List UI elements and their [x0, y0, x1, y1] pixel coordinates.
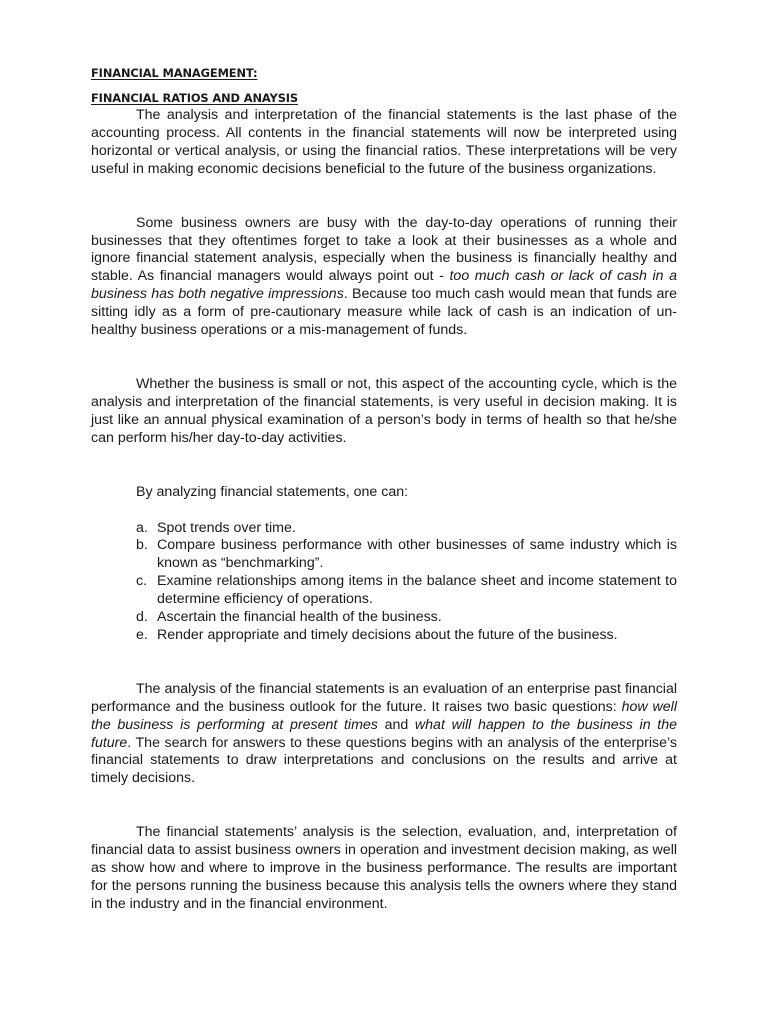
paragraph-evaluation — [91, 681, 677, 788]
section-title: FINANCIAL RATIOS AND ANAYSIS — [91, 91, 299, 105]
list-marker: d. — [136, 609, 148, 626]
paragraph-text: The analysis of the financial statements is an evaluation of an enterprise past financial performance and the business outlook for the future. It raises two basic questions: — [91, 680, 677, 715]
list-marker: b. — [136, 537, 148, 554]
list-intro: By analyzing financial statements, one can: — [136, 483, 409, 500]
paragraph-accounting-cycle: Whether the business is small or not, this aspect of the accounting cycle, which is the analysis and interpretation of the financial statements, is very useful in decision making. It is just like an annual physical examination of a person’s body in terms of health so that he/she can perform his/her day-to-day activities. — [91, 375, 677, 446]
list-item — [91, 537, 677, 573]
paragraph-selection-evaluation: The financial statements’ analysis is the selection, evaluation, and, interpretation of financial data to assist business owners in operation and investment decision making, as well as show how and where to improve in the business performance. The results are important for the persons running the business because this analysis tells the owners where they stand in the industry and in the financial environment. — [91, 824, 677, 912]
paragraph-text: Some business owners are busy with the day-to-day operations of running their businesses that they oftentimes forget to take a look at their businesses as a whole and ignore financial statement analysis, especially when the business is financially healthy and stable. As financial managers would always point out - — [91, 214, 677, 285]
emphasis-text: how well the business is performing at present times — [91, 698, 677, 733]
paragraph-text: . Because too much cash would mean that funds are sitting idly as a form of pre-cautionary measure while lack of cash is an indication of un-healthy business operations or a mis-management of funds. — [91, 286, 677, 339]
paragraph-business-owners — [91, 215, 677, 340]
list-item — [91, 627, 677, 645]
document-page — [91, 64, 677, 914]
list-item — [91, 609, 677, 627]
list-item — [91, 573, 677, 609]
emphasis-text: what will happen to the business in the future — [91, 716, 677, 751]
paragraph-intro: The analysis and interpretation of the financial statements is the last phase of the accounting process. All contents in the financial statements will now be interpreted using horizontal or vertical analysis, or using the financial ratios. These interpretations will be very useful in making economic decisions beneficial to the future of the business organizations. — [91, 107, 677, 177]
analysis-benefits-list — [91, 520, 677, 645]
list-marker: a. — [136, 519, 148, 536]
document-title: FINANCIAL MANAGEMENT: — [91, 66, 258, 80]
list-marker: e. — [136, 626, 148, 643]
list-item — [91, 520, 677, 538]
list-item-text: Examine relationships among items in the balance sheet and income statement to determine efficiency of operations. — [157, 573, 677, 608]
list-item-text: Compare business performance with other businesses of same industry which is known as “benchmarking”. — [157, 537, 677, 572]
list-item-text: Ascertain the financial health of the business. — [157, 609, 442, 626]
paragraph-text: . The search for answers to these questions begins with an analysis of the enterprise’s financial statements to draw interpretations and conclusions on the results and arrive at timely decisions. — [91, 734, 677, 787]
list-item-text: Spot trends over time. — [157, 519, 296, 536]
list-item-text: Render appropriate and timely decisions about the future of the business. — [157, 626, 618, 643]
paragraph-text: and — [377, 716, 415, 733]
list-marker: c. — [136, 573, 148, 590]
emphasis-text: too much cash or lack of cash in a business has both negative impressions — [91, 268, 677, 303]
